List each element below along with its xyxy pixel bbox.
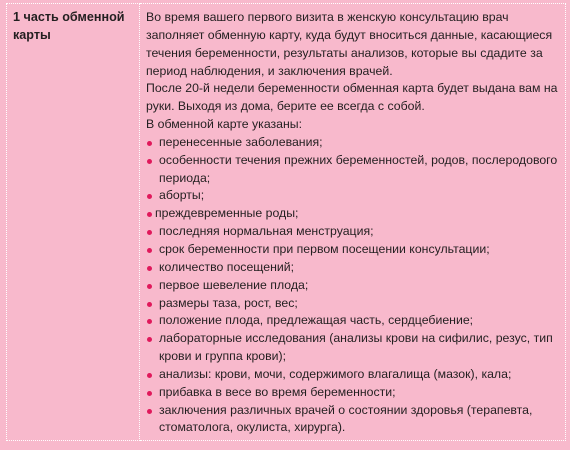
- list-item: последняя нормальная менструация;: [146, 223, 559, 241]
- list-item: положение плода, предлежащая часть, сердцебиение;: [146, 312, 559, 330]
- list-intro: В обменной карте указаны:: [146, 117, 303, 132]
- list-item: аборты;: [146, 187, 559, 205]
- intro-paragraph: Во время вашего первого визита в женскую консультацию врач заполняет обменную карту, куда будут вноситься данные, касающиеся течения беременности, результаты анализов, которые вы сдадите за период наблюдения, и заключения врачей.: [146, 10, 553, 78]
- list-item: заключения различных врачей о состоянии здоровья (терапевта, стоматолога, окулиста, хирурга).: [146, 402, 559, 438]
- section-content: [140, 4, 566, 441]
- list-item: особенности течения прежних беременностей, родов, послеродового периода;: [146, 152, 559, 188]
- handover-paragraph: После 20-й недели беременности обменная карта будет выдана вам на руки. Выходя из дома, берите ее всегда с собой.: [146, 81, 558, 114]
- table-row: [7, 4, 566, 441]
- list-item: размеры таза, рост, вес;: [146, 295, 559, 313]
- list-item: количество посещений;: [146, 259, 559, 277]
- list-item: перенесенные заболевания;: [146, 134, 559, 152]
- section-label: 1 часть обменной карты: [7, 4, 140, 441]
- list-item: преждевременные роды;: [146, 205, 559, 223]
- list-item: прибавка в весе во время беременности;: [146, 384, 559, 402]
- exchange-card-table: [6, 3, 566, 441]
- list-item: анализы: крови, мочи, содержимого влагалища (мазок), кала;: [146, 366, 559, 384]
- list-item: лабораторные исследования (анализы крови на сифилис, резус, тип крови и группа крови);: [146, 330, 559, 366]
- list-item: первое шевеление плода;: [146, 277, 559, 295]
- list-item: срок беременности при первом посещении консультации;: [146, 241, 559, 259]
- card-items-list: [146, 134, 559, 437]
